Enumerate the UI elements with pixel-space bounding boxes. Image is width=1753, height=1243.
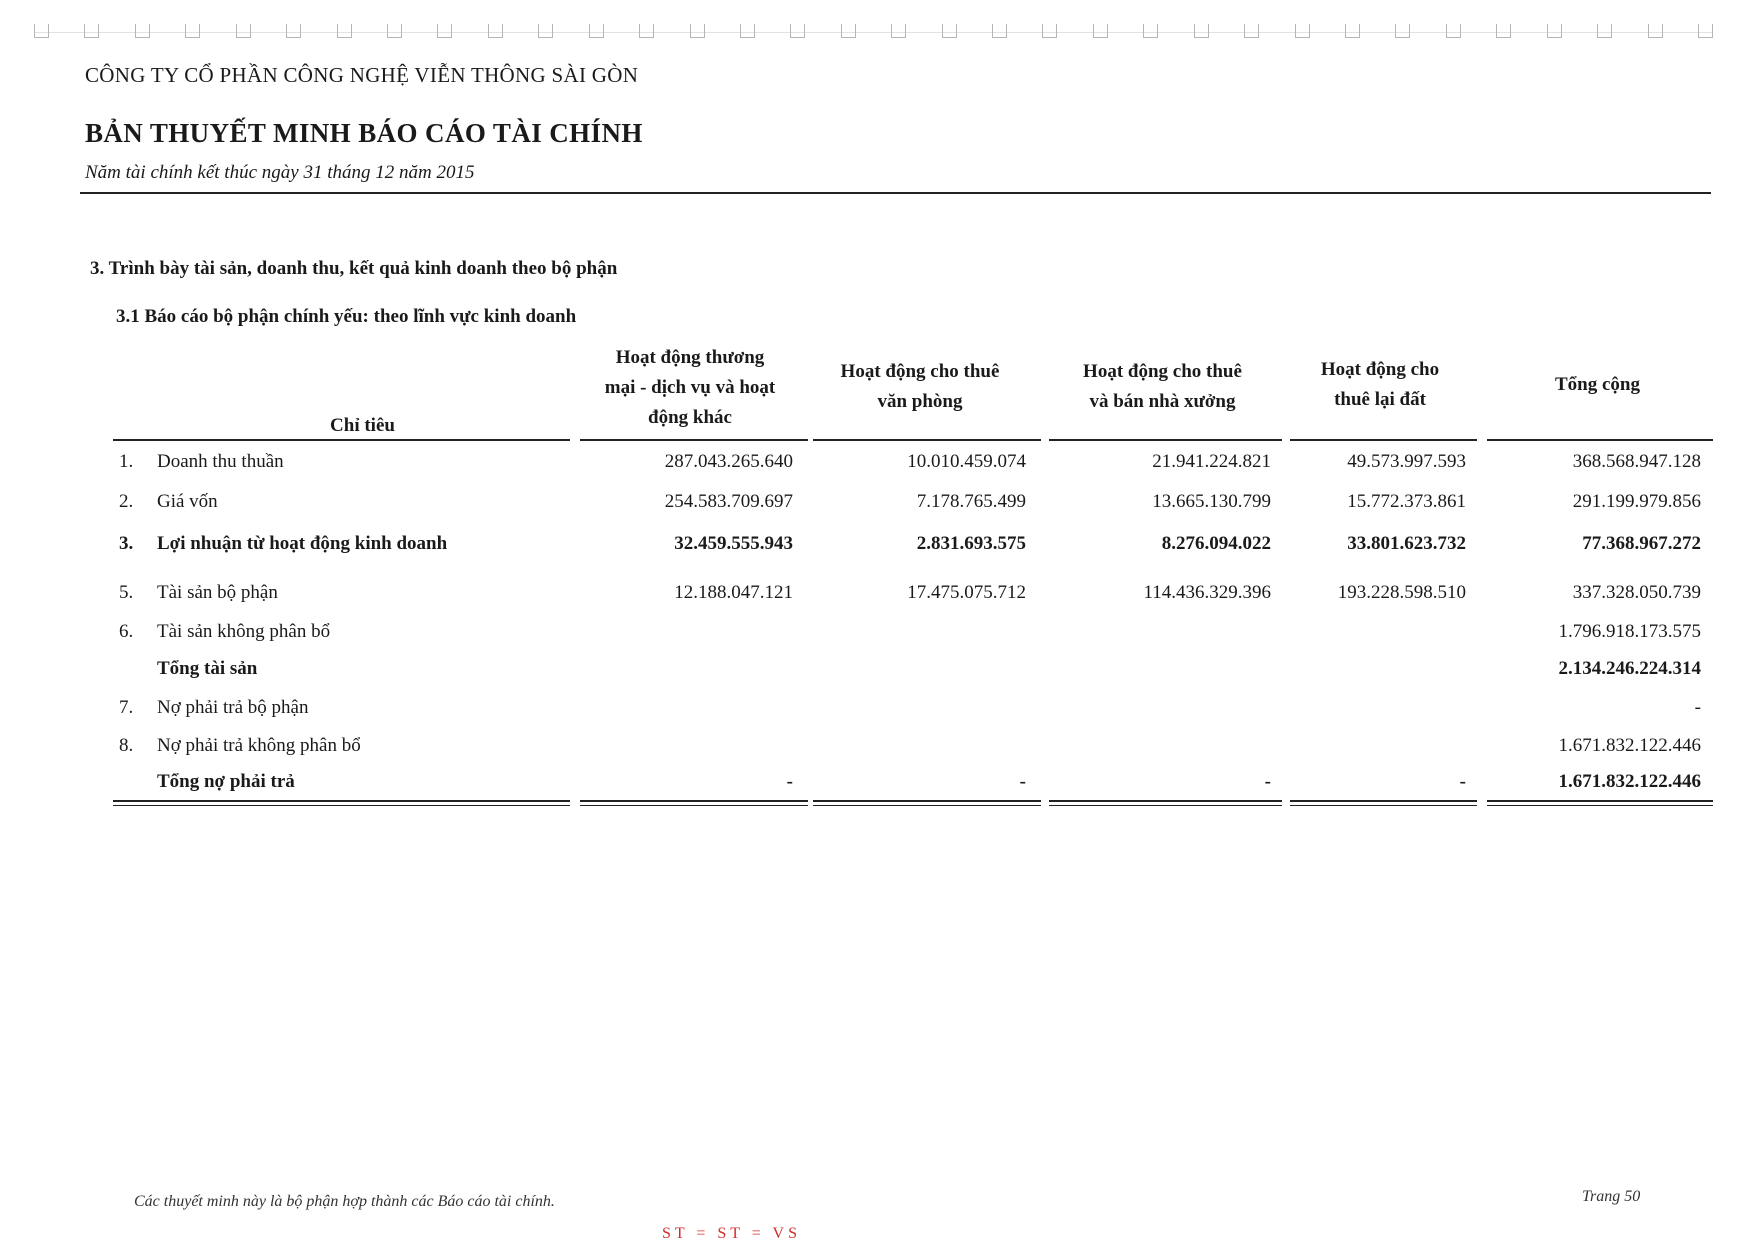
cell-office: 17.475.075.712: [907, 582, 1026, 603]
binder-hole: [1547, 24, 1562, 38]
binder-hole: [1194, 24, 1209, 38]
table-row-unallocated-assets: [0, 621, 1753, 651]
binder-hole: [185, 24, 200, 38]
cell-total: 2.134.246.224.314: [1558, 658, 1701, 679]
table-row-total-liabilities: [0, 771, 1753, 801]
table-row-cost: [0, 491, 1753, 521]
cell-total: 291.199.979.856: [1572, 491, 1701, 512]
table-row-unallocated-liabilities: [0, 735, 1753, 765]
binder-hole: [1648, 24, 1663, 38]
row-number: 5.: [119, 582, 134, 603]
row-number: 8.: [119, 735, 134, 756]
column-header-total: Tổng cộng: [1555, 374, 1640, 395]
binder-hole: [135, 24, 150, 38]
binder-hole: [1597, 24, 1612, 38]
binder-hole: [337, 24, 352, 38]
header-underline-col1: [580, 439, 808, 441]
header-divider: [80, 192, 1711, 194]
binder-hole: [34, 24, 49, 38]
cell-factory: 114.436.329.396: [1143, 582, 1271, 603]
binder-hole: [589, 24, 604, 38]
table-row-revenue: [0, 451, 1753, 481]
binder-hole: [639, 24, 654, 38]
binder-hole: [790, 24, 805, 38]
binder-hole: [437, 24, 452, 38]
footer-note: Các thuyết minh này là bộ phận hợp thành các Báo cáo tài chính.: [134, 1193, 555, 1210]
binder-hole: [236, 24, 251, 38]
binder-hole: [1295, 24, 1310, 38]
binder-hole: [286, 24, 301, 38]
cell-total: 77.368.967.272: [1582, 533, 1701, 554]
cell-office: 7.178.765.499: [916, 491, 1026, 512]
binder-hole: [387, 24, 402, 38]
row-label: Lợi nhuận từ hoạt động kinh doanh: [157, 533, 448, 554]
document-subtitle: Năm tài chính kết thúc ngày 31 tháng 12 năm 2015: [85, 162, 475, 183]
cell-land: 33.801.623.732: [1347, 533, 1466, 554]
cell-total: 1.671.832.122.446: [1558, 735, 1701, 756]
binder-hole: [1698, 24, 1713, 38]
row-label: Tài sản bộ phận: [157, 582, 278, 603]
row-label: Doanh thu thuần: [157, 451, 284, 472]
binder-hole: [740, 24, 755, 38]
cell-factory: 13.665.130.799: [1152, 491, 1271, 512]
binder-hole: [1042, 24, 1057, 38]
binder-hole: [1345, 24, 1360, 38]
header-underline-col2: [813, 439, 1041, 441]
section-heading: 3. Trình bày tài sản, doanh thu, kết quả kinh doanh theo bộ phận: [90, 258, 618, 279]
binder-hole: [84, 24, 99, 38]
row-label: Nợ phải trả không phân bổ: [157, 735, 361, 756]
header-underline-col4: [1290, 439, 1477, 441]
cell-factory: 21.941.224.821: [1152, 451, 1271, 472]
page-number: Trang 50: [1582, 1188, 1641, 1205]
cell-trade: 12.188.047.121: [674, 582, 793, 603]
cell-office: -: [1019, 771, 1026, 792]
row-label: Nợ phải trả bộ phận: [157, 697, 309, 718]
binder-hole: [488, 24, 503, 38]
cell-factory: -: [1264, 771, 1271, 792]
table-row-total-assets: [0, 658, 1753, 688]
row-number: 2.: [119, 491, 134, 512]
cell-trade: 287.043.265.640: [664, 451, 793, 472]
row-number: 3.: [119, 533, 134, 554]
binder-hole: [1244, 24, 1259, 38]
cell-land: 193.228.598.510: [1337, 582, 1466, 603]
binder-hole: [538, 24, 553, 38]
binder-holes: [34, 24, 1713, 46]
cell-total: 368.568.947.128: [1572, 451, 1701, 472]
document-title: BẢN THUYẾT MINH BÁO CÁO TÀI CHÍNH: [85, 118, 643, 148]
column-header-factory: Hoạt động cho thuê và bán nhà xưởng: [1083, 361, 1242, 412]
bottom-rule-col5: [1487, 800, 1713, 806]
bottom-rule-col2: [813, 800, 1041, 806]
table-row-operating-profit: [0, 533, 1753, 563]
row-label: Giá vốn: [157, 491, 218, 512]
cell-trade: -: [786, 771, 793, 792]
column-header-office-rental: Hoạt động cho thuê văn phòng: [840, 361, 1000, 412]
red-stamp-fragment: ST = ST = VS: [662, 1225, 801, 1242]
cell-total: 1.796.918.173.575: [1558, 621, 1701, 642]
binder-hole: [1496, 24, 1511, 38]
bottom-rule-col1: [580, 800, 808, 806]
cell-total: -: [1694, 697, 1701, 718]
table-row-segment-liabilities: [0, 697, 1753, 727]
cell-trade: 32.459.555.943: [674, 533, 793, 554]
header-underline-col3: [1049, 439, 1282, 441]
bottom-rule-col4: [1290, 800, 1477, 806]
row-number: 1.: [119, 451, 134, 472]
header-underline-col5: [1487, 439, 1713, 441]
cell-factory: 8.276.094.022: [1161, 533, 1271, 554]
column-header-trade: Hoạt động thương mại - dịch vụ và hoạt động khác: [604, 347, 776, 428]
cell-trade: 254.583.709.697: [664, 491, 793, 512]
bottom-rule-col3: [1049, 800, 1282, 806]
binder-hole: [1093, 24, 1108, 38]
subsection-heading: 3.1 Báo cáo bộ phận chính yếu: theo lĩnh vực kinh doanh: [116, 306, 577, 327]
cell-total: 337.328.050.739: [1572, 582, 1701, 603]
cell-land: 15.772.373.861: [1347, 491, 1466, 512]
cell-office: 2.831.693.575: [916, 533, 1026, 554]
cell-office: 10.010.459.074: [907, 451, 1026, 472]
binder-hole: [891, 24, 906, 38]
binder-hole: [1395, 24, 1410, 38]
row-label: Tổng tài sản: [157, 658, 258, 679]
binder-hole: [1143, 24, 1158, 38]
header-underline-label: [113, 439, 570, 441]
binder-hole: [690, 24, 705, 38]
row-label: Tổng nợ phải trả: [157, 771, 295, 792]
label-column-header: Chỉ tiêu: [330, 415, 395, 436]
row-number: 6.: [119, 621, 134, 642]
row-label: Tài sản không phân bổ: [157, 621, 331, 642]
table-row-segment-assets: [0, 582, 1753, 612]
row-number: 7.: [119, 697, 134, 718]
binder-hole: [841, 24, 856, 38]
bottom-rule-label: [113, 800, 570, 806]
cell-land: -: [1459, 771, 1466, 792]
binder-hole: [942, 24, 957, 38]
column-header-land-sublease: Hoạt động cho thuê lại đất: [1320, 359, 1440, 410]
binder-hole: [992, 24, 1007, 38]
company-name: CÔNG TY CỔ PHẦN CÔNG NGHỆ VIỄN THÔNG SÀI GÒN: [85, 63, 639, 87]
cell-total: 1.671.832.122.446: [1558, 771, 1701, 792]
cell-land: 49.573.997.593: [1347, 451, 1466, 472]
binder-hole: [1446, 24, 1461, 38]
